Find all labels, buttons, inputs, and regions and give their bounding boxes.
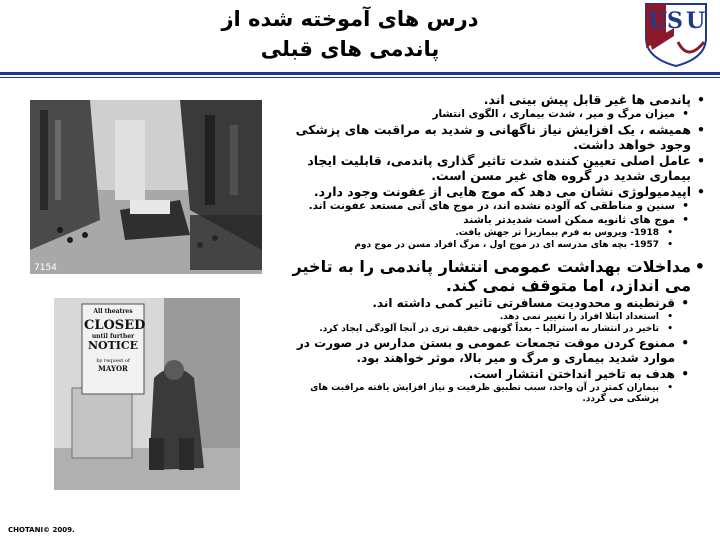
copyright-footer: CHOTANI© 2009. <box>8 526 75 534</box>
svg-text:U: U <box>686 8 706 34</box>
sign-line-5: by request of <box>96 358 130 364</box>
slide-title <box>120 4 580 64</box>
usu-logo <box>644 2 708 68</box>
bullet-delay-goal: • هدف به تاخیر انداختن انتشار است. <box>285 367 705 382</box>
sign-line-2: CLOSED <box>84 318 146 333</box>
slide-title-line-1: درس های آموخته شده از <box>221 7 479 31</box>
closed-sign <box>84 308 146 373</box>
parade-street-photo <box>30 100 262 274</box>
header-rule <box>0 72 720 75</box>
bullet-mortality: • میزان مرگ و میر ، شدت بیماری ، الگوی انتشار <box>285 108 705 121</box>
bullet-susceptible-regions: • سنین و مناطقی که آلوده نشده اند، در موج های آتی مستعد عفونت اند. <box>285 200 705 213</box>
sign-line-3: until further <box>91 333 135 340</box>
bullet-public-health-interventions: • مداخلات بهداشت عمومی انتشار پاندمی را به تاخیر می اندازد، اما متوقف نمی کند. <box>285 257 705 295</box>
bullet-secondary-waves: • موج های ثانویه ممکن است شدیدتر باشند <box>285 214 705 227</box>
svg-text:S: S <box>667 8 683 34</box>
bullet-quarantine: • قرنطینه و محدودیت مسافرتی تاثیر کمی داشته اند. <box>285 296 705 311</box>
bullet-susceptibility: • استعداد ابتلا افراد را تغییر نمی دهد. <box>285 312 705 323</box>
slide-title-line-2: پاندمی های قبلی <box>260 37 440 61</box>
sign-line-4: NOTICE <box>87 339 139 352</box>
sign-line-6: MAYOR <box>98 364 128 373</box>
bullet-1918: • 1918- ویروس به فرم بیماریزا تر جهش یافت. <box>285 228 705 239</box>
sign-line-1: All theatres <box>93 308 133 315</box>
bullet-severity-factor: • عامل اصلی تعیین کننده شدت تاثیر گذاری پاندمی، قابلیت ایجاد بیماری شدید در گروه های غیر مسن است. <box>285 153 705 183</box>
bullet-unpredictable: • پاندمی ها غیر قابل پیش بینی اند. <box>285 92 705 107</box>
bullet-australia-delay: • تاخیر در انتشار به استرالیا – بعداً گونهی خفیف تری در آنجا آلودگی ایجاد کرد. <box>285 324 705 335</box>
bullet-demand-surge: • همیشه ، یک افزایش نیاز ناگهانی و شدید به مراقبت های پزشکی وجود خواهد داشت. <box>285 122 705 152</box>
bullet-ban-gatherings: • ممنوع کردن موقت تجمعات عمومی و بستن مدارس در صورت در موارد شدید بیماری و مرگ و میر بالا، موثر خواهند بود. <box>285 336 705 366</box>
header-rule-thin <box>0 77 720 78</box>
bullet-1957: • 1957- بچه های مدرسه ای در موج اول ، مرگ افراد مسن در موج دوم <box>285 240 705 251</box>
bullet-content <box>285 92 705 406</box>
closed-theatre-photo <box>54 298 240 490</box>
bullet-fewer-patients: • بیماران کمتر در آن واحد، سبب تطبیق ظرفیت و نیاز افزایش یافته مراقبت های پزشکی می گردد. <box>285 383 705 405</box>
svg-text:U: U <box>648 8 668 34</box>
photo-caption: 7154 <box>34 263 57 273</box>
bullet-epidemiology-waves: • اپیدمیولوژی نشان می دهد که موج هایی از عفونت وجود دارد. <box>285 184 705 199</box>
